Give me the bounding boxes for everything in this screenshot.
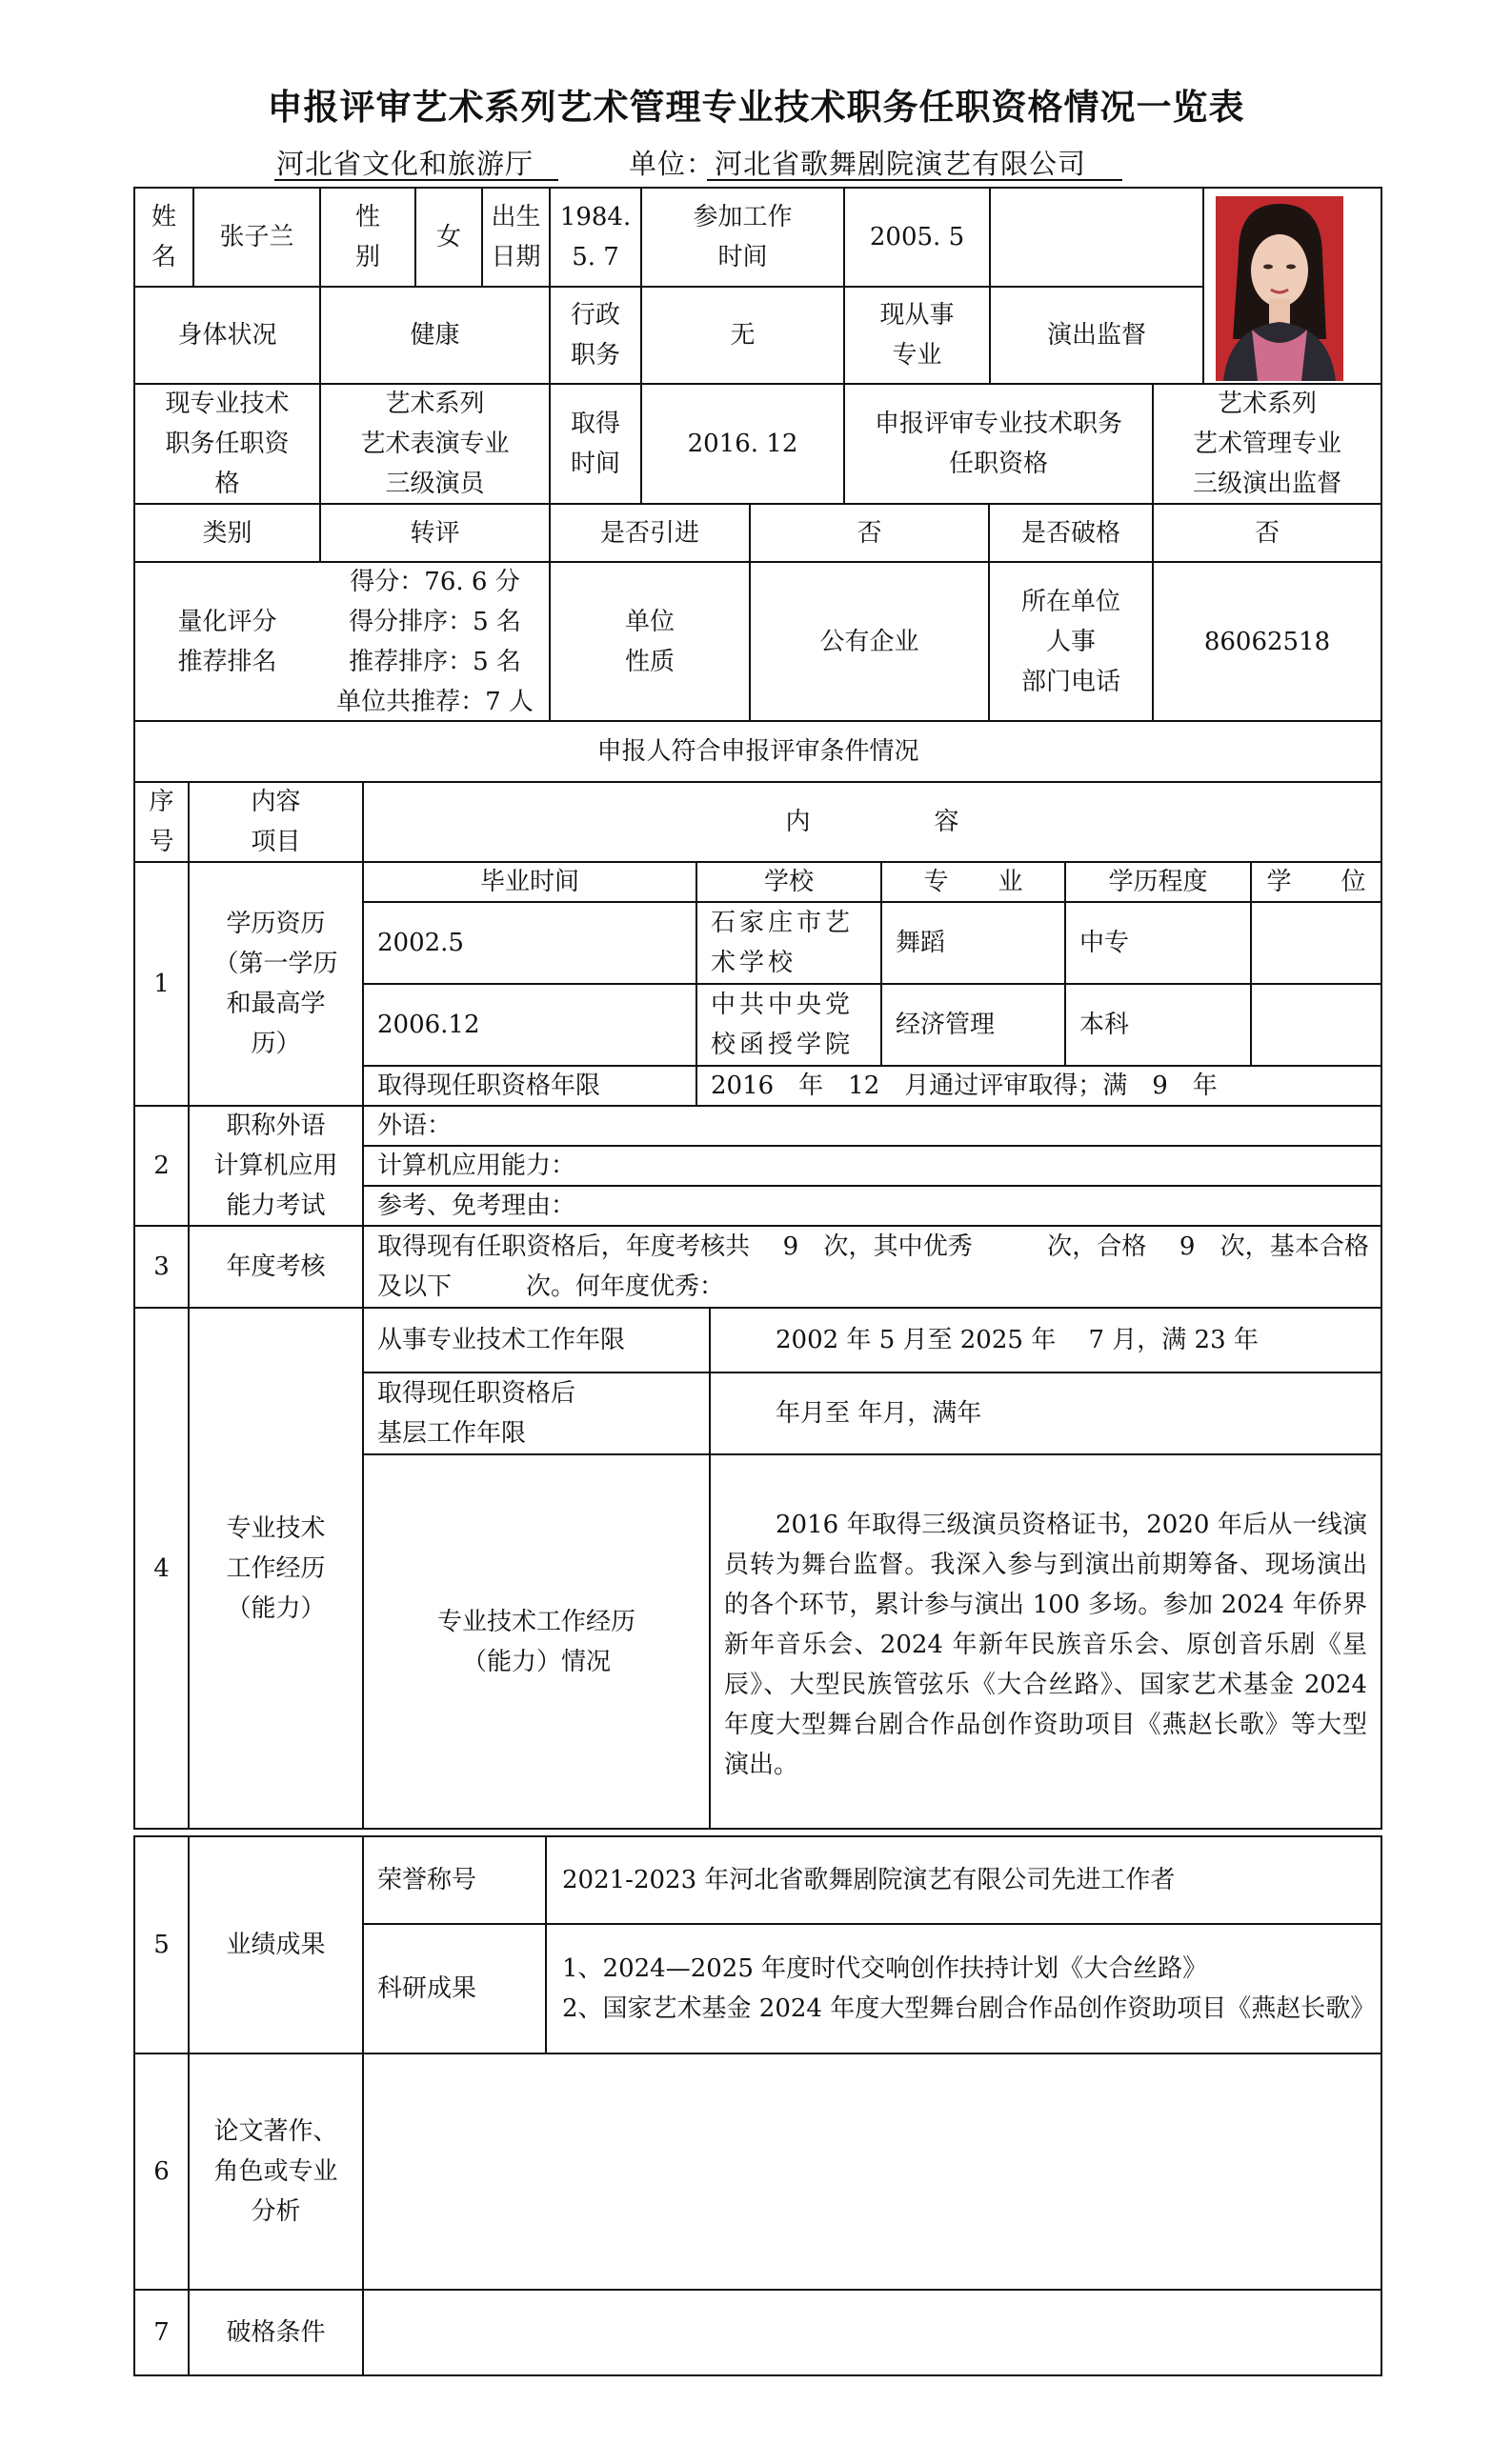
gender-label: 性 别 xyxy=(354,203,380,271)
edu-header-grad-time: 毕业时间 xyxy=(479,868,579,896)
edu-row-2-degree xyxy=(1252,985,1381,1065)
department-underline xyxy=(274,179,558,181)
admin-label: 行政 职务 xyxy=(570,301,620,370)
introduced-label: 是否引进 xyxy=(599,518,699,548)
health-value: 健康 xyxy=(410,321,460,350)
row-3-number: 3 xyxy=(153,1252,170,1281)
honor-label: 荣誉称号 xyxy=(377,1866,477,1894)
edu-header-level: 学历程度 xyxy=(1108,868,1208,896)
papers-content xyxy=(364,2054,1381,2289)
health-label: 身体状况 xyxy=(177,321,277,350)
current-major-value: 演出监督 xyxy=(1046,321,1146,350)
unit-underline xyxy=(707,179,1122,181)
experience-detail-label: 专业技术工作经历 （能力）情况 xyxy=(436,1607,635,1676)
conditions-heading: 申报人符合申报评审条件情况 xyxy=(596,737,919,766)
name-value: 张子兰 xyxy=(219,223,294,251)
row-5-number: 5 xyxy=(153,1931,170,1959)
edu-row-1-major: 舞蹈 xyxy=(896,929,946,957)
language-exam-item-label: 职称外语 计算机应用 能力考试 xyxy=(213,1112,338,1220)
obtain-time-label: 取得 时间 xyxy=(570,410,620,478)
exception-value: 否 xyxy=(1254,518,1280,548)
seq-label: 序 号 xyxy=(149,788,174,856)
introduced-value: 否 xyxy=(857,518,882,548)
obtain-time-value: 2016. 12 xyxy=(687,430,798,458)
current-qual-value: 艺术系列 艺术表演专业 三级演员 xyxy=(360,390,510,498)
gender-value: 女 xyxy=(435,223,461,251)
current-major-label: 现从事 专业 xyxy=(879,301,955,370)
row-7-number: 7 xyxy=(153,2318,170,2347)
work-start-label: 参加工作 时间 xyxy=(693,203,793,271)
hr-phone-label: 所在单位 人事 部门电话 xyxy=(1020,587,1120,696)
grassroots-years-label: 取得现任职资格后 基层工作年限 xyxy=(377,1379,576,1448)
current-qual-label: 现专业技术 职务任职资 格 xyxy=(165,390,290,498)
foreign-language-line: 外语： xyxy=(377,1112,453,1140)
exam-exemption-line: 参考、免考理由： xyxy=(377,1192,576,1220)
work-years-value: 2002 年 5 月至 2025 年 7 月，满 23 年 xyxy=(776,1326,1259,1354)
portrait-image xyxy=(1216,196,1343,381)
birth-label: 出生 日期 xyxy=(491,203,541,271)
papers-item-label: 论文著作、 角色或专业 分析 xyxy=(213,2117,338,2226)
birth-value: 1984. 5. 7 xyxy=(559,203,632,271)
category-value: 转评 xyxy=(410,518,460,548)
qual-years-label: 取得现任职资格年限 xyxy=(377,1072,601,1100)
apply-qual-label: 申报评审专业技术职务 任职资格 xyxy=(874,410,1122,478)
edu-header-degree: 学 位 xyxy=(1266,868,1366,896)
row-1-number: 1 xyxy=(153,970,170,998)
research-value: 1、2024—2025 年度时代交响创作扶持计划《大合丝路》 2、国家艺术基金 2024 年度大型舞台剧合作品创作资助项目《燕赵长歌》 xyxy=(562,1954,1376,2023)
department-name: 河北省文化和旅游厅 xyxy=(276,148,534,180)
exception-label: 是否破格 xyxy=(1020,518,1120,548)
annual-review-item-label: 年度考核 xyxy=(226,1252,326,1281)
experience-detail-text: 2016 年取得三级演员资格证书，2020 年后从一线演员转为舞台监督。我深入参与到演出前期筹备、现场演出的各个环节，累计参与演出 100 多场。参加 2024 年侨界新年音乐会、2024 年新年民族音乐会、原创音乐剧《星辰》、大型民族管弦乐《大合丝路》、国家艺术基金 2024 年度大型舞台剧合作品创作资助项目《燕赵长歌》等大型演出。 xyxy=(724,1511,1367,1779)
unit-nature-value: 公有企业 xyxy=(819,627,919,656)
unit-nature-label: 单位 性质 xyxy=(624,607,675,676)
work-start-value: 2005. 5 xyxy=(869,223,965,251)
edu-row-1-school: 石家庄市艺 术学校 xyxy=(711,909,855,977)
hr-phone-value: 86062518 xyxy=(1203,627,1331,656)
applicant-photo xyxy=(1216,196,1343,381)
qual-years-value: 2016 年 12 月通过评审取得；满 9 年 xyxy=(711,1072,1218,1100)
achievements-item-label: 业绩成果 xyxy=(226,1931,326,1959)
honor-value: 2021-2023 年河北省歌舞剧院演艺有限公司先进工作者 xyxy=(562,1866,1176,1894)
admin-value: 无 xyxy=(730,321,756,350)
edu-row-1-degree xyxy=(1252,903,1381,983)
grassroots-years-value: 年月至 年月，满年 xyxy=(776,1399,982,1428)
edu-row-2-major: 经济管理 xyxy=(896,1011,996,1039)
edu-row-1-grad-time: 2002.5 xyxy=(377,929,464,957)
page-title: 申报评审艺术系列艺术管理专业技术职务任职资格情况一览表 xyxy=(267,87,1245,128)
edu-header-major: 专 业 xyxy=(923,868,1023,896)
unit-name: 河北省歌舞剧院演艺有限公司 xyxy=(715,148,1087,180)
work-experience-item-label: 专业技术 工作经历 （能力） xyxy=(226,1513,326,1623)
exception-conditions-content xyxy=(364,2291,1381,2374)
name-label: 姓 名 xyxy=(151,203,176,271)
edu-row-2-level: 本科 xyxy=(1079,1011,1130,1039)
computer-ability-line: 计算机应用能力： xyxy=(377,1152,576,1180)
apply-qual-value: 艺术系列 艺术管理专业 三级演出监督 xyxy=(1192,390,1341,498)
row-2-number: 2 xyxy=(153,1152,170,1180)
content-item-label: 内容 项目 xyxy=(251,788,301,856)
row-6-number: 6 xyxy=(153,2157,170,2186)
row-4-number: 4 xyxy=(153,1553,170,1583)
edu-row-2-school: 中共中央党 校函授学院 xyxy=(711,991,855,1059)
annual-review-text: 取得现有任职资格后，年度考核共 9 次，其中优秀 次，合格 9 次，基本合格及以下 次。何年度优秀： xyxy=(377,1232,1369,1301)
edu-row-2-grad-time: 2006.12 xyxy=(377,1011,480,1039)
edu-row-1-level: 中专 xyxy=(1079,929,1130,957)
unit-label: 单位： xyxy=(629,148,716,180)
score-label: 量化评分 推荐排名 xyxy=(177,607,277,676)
exception-conditions-item-label: 破格条件 xyxy=(226,2318,326,2347)
work-years-label: 从事专业技术工作年限 xyxy=(377,1326,626,1354)
category-label: 类别 xyxy=(202,518,252,548)
content-label: 内 容 xyxy=(785,808,959,836)
edu-header-school: 学校 xyxy=(763,868,814,896)
education-item-label: 学历资历 （第一学历 和最高学 历） xyxy=(213,910,338,1058)
research-label: 科研成果 xyxy=(377,1974,477,2003)
score-value: 得分：76. 6 分 得分排序：5 名 推荐排序：5 名 单位共推荐：7 人 xyxy=(336,567,534,716)
